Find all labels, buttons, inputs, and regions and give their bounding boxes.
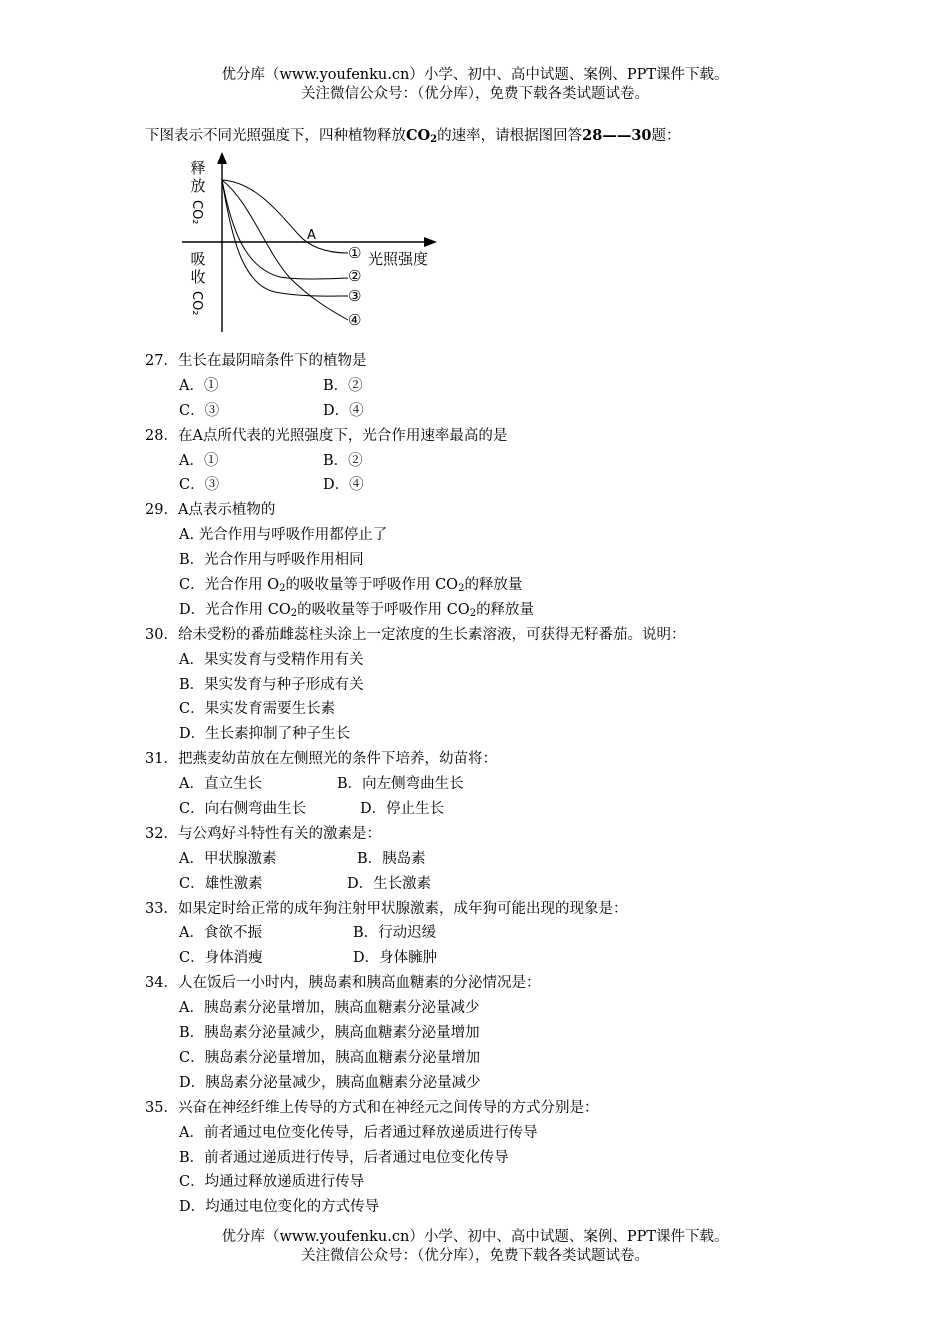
x-axis-label: 光照强度 <box>368 250 429 268</box>
q29c-sub-2: 2 <box>458 583 465 595</box>
intro-text-before: 下图表示不同光照强度下，四种植物释放 <box>145 128 406 144</box>
question-34-option-c: C．胰岛素分泌量增加，胰高血糖素分泌量增加 <box>179 1049 481 1066</box>
question-28-option-d: D．④ <box>323 477 364 494</box>
question-31-stem: 31．把燕麦幼苗放在左侧照光的条件下培养，幼苗将： <box>145 751 497 768</box>
question-27-option-c: C．③ <box>179 402 220 419</box>
question-33-option-d: D．身体臃肿 <box>353 950 438 967</box>
question-32-option-a: A．甲状腺激素 <box>179 850 277 867</box>
point-a-label: A <box>307 228 316 243</box>
question-33-option-c: C．身体消瘦 <box>179 950 263 967</box>
question-31-option-a: A．直立生长 <box>179 776 262 793</box>
question-27-row-2 <box>145 399 845 424</box>
question-32-option-c: C．雄性激素 <box>179 875 263 892</box>
question-34-stem: 34．人在饭后一小时内，胰岛素和胰高血糖素的分泌情况是： <box>145 975 541 992</box>
q29d-part-2: 的吸收量等于呼吸作用 CO <box>297 601 470 618</box>
question-33-option-b: B．行动迟缓 <box>353 925 437 942</box>
question-35-option-d: D．均通过电位变化的方式传导 <box>179 1199 380 1216</box>
q29d-part-1: D．光合作用 CO <box>179 601 291 618</box>
y-label-absorb-char-1: 吸 <box>190 250 206 268</box>
question-33-option-a: A．食欲不振 <box>179 925 262 942</box>
question-31-row-1 <box>145 772 845 797</box>
question-29-option-a: A. 光合作用与呼吸作用都停止了 <box>179 527 388 544</box>
q29d-sub-2: 2 <box>469 607 477 619</box>
question-28-option-a: A．① <box>179 452 219 469</box>
question-30-option-d: D．生长素抑制了种子生长 <box>179 726 351 743</box>
y-label-release-co2: CO₂ <box>189 200 204 225</box>
q29c-part-3: 的释放量 <box>464 577 523 594</box>
question-35-option-b: B．前者通过递质进行传导，后者通过电位变化传导 <box>179 1149 509 1166</box>
curve-4 <box>222 180 348 320</box>
question-32-option-b: B．胰岛素 <box>357 850 426 867</box>
curve-2-label: ② <box>348 267 362 285</box>
question-27-option-a: A．① <box>179 377 219 394</box>
question-34-option-a: A．胰岛素分泌量增加，胰高血糖素分泌量减少 <box>179 1000 480 1017</box>
question-32-row-2 <box>145 872 845 897</box>
question-31-option-b: B．向左侧弯曲生长 <box>337 776 464 793</box>
question-27-option-b: B．② <box>323 377 363 394</box>
question-30-option-c: C．果实发育需要生长素 <box>179 701 336 718</box>
question-35-option-a: A．前者通过电位变化传导，后者通过释放递质进行传导 <box>179 1124 538 1141</box>
intro-text-after: 题： <box>651 128 681 144</box>
q29c-part-2: 的吸收量等于呼吸作用 CO <box>285 577 459 594</box>
question-31-option-c: C．向右侧弯曲生长 <box>179 801 307 818</box>
header-line-1: 优分库（www.youfenku.cn）小学、初中、高中试题、案例、PPT课件下载。 <box>221 67 729 83</box>
intro-co2-text: CO <box>406 127 431 144</box>
footer-line-2: 关注微信公众号：（优分库），免费下载各类试题试卷。 <box>301 1248 649 1264</box>
page-header <box>0 66 950 104</box>
question-28-row-2 <box>145 473 845 498</box>
y-label-release-char-1: 释 <box>190 159 206 177</box>
x-axis-arrow <box>424 237 437 247</box>
question-33-stem: 33．如果定时给正常的成年狗注射甲状腺激素，成年狗可能出现的现象是： <box>145 900 628 917</box>
question-33-row-2 <box>145 946 845 971</box>
question-28-stem: 28．在A点所代表的光照强度下，光合作用速率最高的是 <box>145 427 508 444</box>
page-footer <box>0 1228 950 1266</box>
q29d-sub-1: 2 <box>290 607 298 619</box>
question-33-row-1 <box>145 921 845 946</box>
question-32-row-1 <box>145 847 845 872</box>
co2-light-intensity-figure <box>180 150 440 335</box>
question-30-option-a: A．果实发育与受精作用有关 <box>179 651 364 668</box>
question-32-stem: 32．与公鸡好斗特性有关的激素是： <box>145 825 381 842</box>
question-31-row-2 <box>145 797 845 822</box>
figure-intro-text <box>145 125 681 147</box>
question-35-stem: 35．兴奋在神经纤维上传导的方式和在神经元之间传导的方式分别是： <box>145 1099 599 1116</box>
question-29-option-b: B．光合作用与呼吸作用相同 <box>179 552 364 569</box>
intro-question-range: 28——30 <box>582 127 652 144</box>
y-label-release-char-2: 放 <box>190 177 206 195</box>
question-30-option-b: B．果实发育与种子形成有关 <box>179 676 364 693</box>
intro-co2-sub: 2 <box>430 134 438 145</box>
q29d-part-3: 的释放量 <box>476 601 535 618</box>
question-34-option-b: B．胰岛素分泌量减少，胰高血糖素分泌量增加 <box>179 1025 480 1042</box>
y-axis-arrow <box>217 152 227 164</box>
question-28-option-c: C．③ <box>179 477 220 494</box>
y-label-absorb-co2: CO₂ <box>189 291 204 316</box>
intro-co2 <box>406 127 437 144</box>
question-35-option-c: C．均通过释放递质进行传导 <box>179 1174 365 1191</box>
footer-line-1: 优分库（www.youfenku.cn）小学、初中、高中试题、案例、PPT课件下载。 <box>221 1229 729 1245</box>
question-31-option-d: D．停止生长 <box>360 801 445 818</box>
question-34-option-d: D．胰岛素分泌量减少，胰高血糖素分泌量减少 <box>179 1074 481 1091</box>
q29c-part-1: C．光合作用 O <box>179 577 280 594</box>
question-29-option-c <box>145 573 845 598</box>
curve-3-label: ③ <box>348 287 362 305</box>
curve-2 <box>222 180 348 279</box>
question-29-stem: 29．A点表示植物的 <box>145 502 276 519</box>
q29c-sub-1: 2 <box>279 583 286 595</box>
question-29-option-d <box>145 598 845 623</box>
question-28-option-b: B．② <box>323 452 363 469</box>
intro-text-mid: 的速率，请根据图回答 <box>437 128 583 144</box>
question-27-option-d: D．④ <box>323 402 364 419</box>
question-27-row-1 <box>145 374 845 399</box>
header-line-2: 关注微信公众号：（优分库），免费下载各类试题试卷。 <box>301 86 649 102</box>
curve-4-label: ④ <box>348 311 362 329</box>
question-28-row-1 <box>145 449 845 474</box>
y-label-absorb-char-2: 收 <box>190 268 206 286</box>
question-32-option-d: D．生长激素 <box>347 875 432 892</box>
question-27-stem: 27．生长在最阴暗条件下的植物是 <box>145 353 367 369</box>
curve-1-label: ① <box>348 244 362 262</box>
question-list <box>145 349 845 1220</box>
question-30-stem: 30．给未受粉的番茄雌蕊柱头涂上一定浓度的生长素溶液，可获得无籽番茄。说明： <box>145 626 686 643</box>
